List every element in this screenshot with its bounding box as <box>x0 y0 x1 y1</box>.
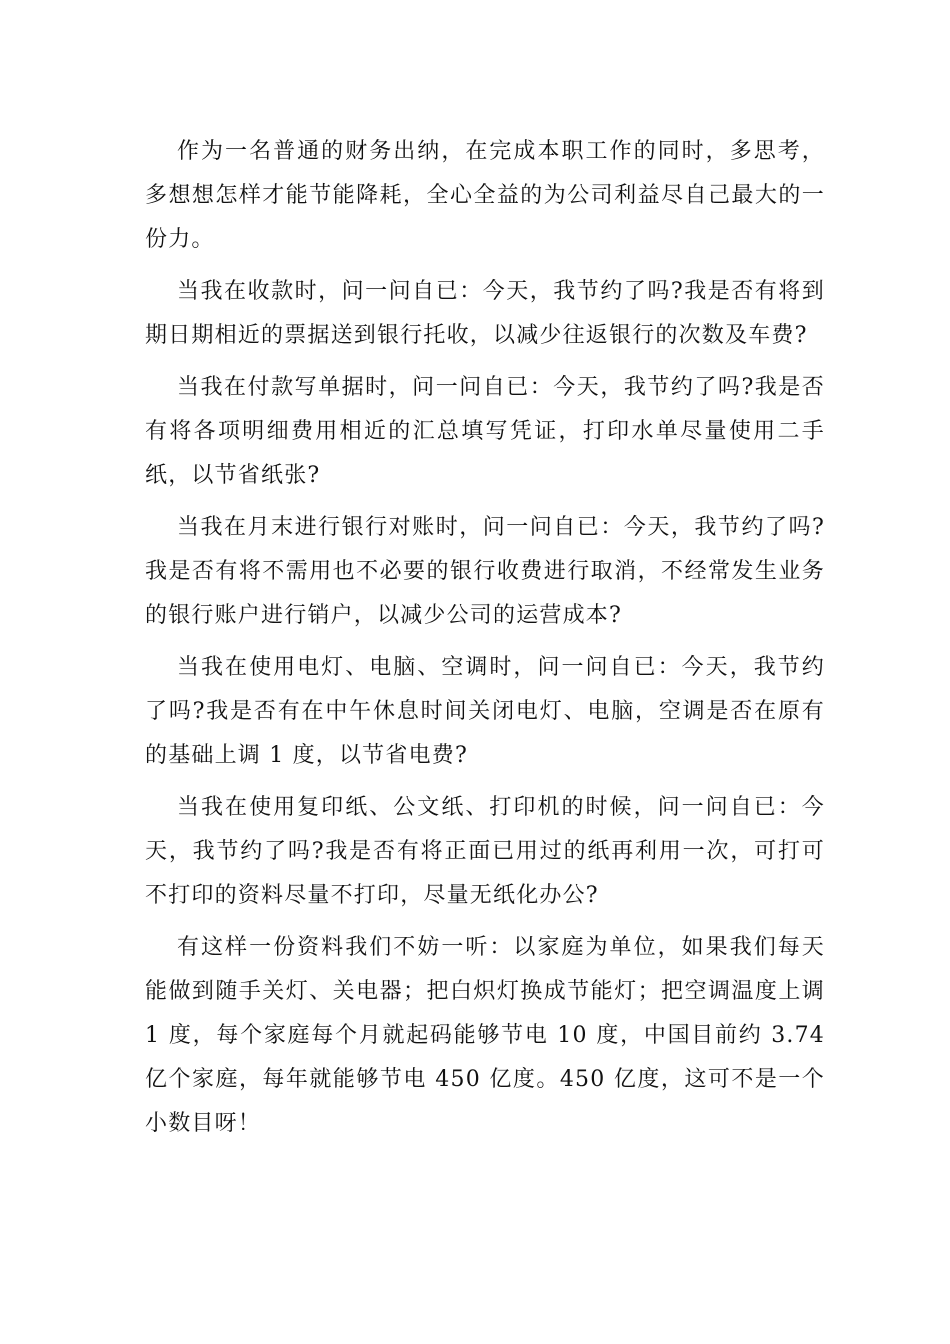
paragraph-1: 作为一名普通的财务出纳，在完成本职工作的同时，多思考，多想想怎样才能节能降耗，全心全益的为公司利益尽自己最大的一份力。 <box>145 139 825 252</box>
paragraph-7: 有这样一份资料我们不妨一听：以家庭为单位，如果我们每天能做到随手关灯、关电器；把白炽灯换成节能灯；把空调温度上调 1 度，每个家庭每个月就起码能够节电 10 度，中国目前约 3.74 亿个家庭，每年就能够节电 450 亿度。450 亿度，这可不是一个小数目呀！ <box>145 935 825 1136</box>
paragraph-4: 当我在月末进行银行对账时，问一问自已：今天，我节约了吗?我是否有将不需用也不必要的银行收费进行取消，不经常发生业务的银行账户进行销户，以减少公司的运营成本? <box>145 515 825 628</box>
document-body <box>145 130 825 1154</box>
paragraph-2: 当我在收款时，问一问自已：今天，我节约了吗?我是否有将到期日期相近的票据送到银行托收，以减少往返银行的次数及车费? <box>145 279 825 348</box>
paragraph-6: 当我在使用复印纸、公文纸、打印机的时候，问一问自已：今天，我节约了吗?我是否有将正面已用过的纸再利用一次，可打可不打印的资料尽量不打印，尽量无纸化办公? <box>145 795 825 908</box>
paragraph-3: 当我在付款写单据时，问一问自已：今天，我节约了吗?我是否有将各项明细费用相近的汇总填写凭证，打印水单尽量使用二手纸，以节省纸张? <box>145 375 825 488</box>
paragraph-5: 当我在使用电灯、电脑、空调时，问一问自已：今天，我节约了吗?我是否有在中午休息时间关闭电灯、电脑，空调是否在原有的基础上调 1 度，以节省电费? <box>145 655 825 768</box>
